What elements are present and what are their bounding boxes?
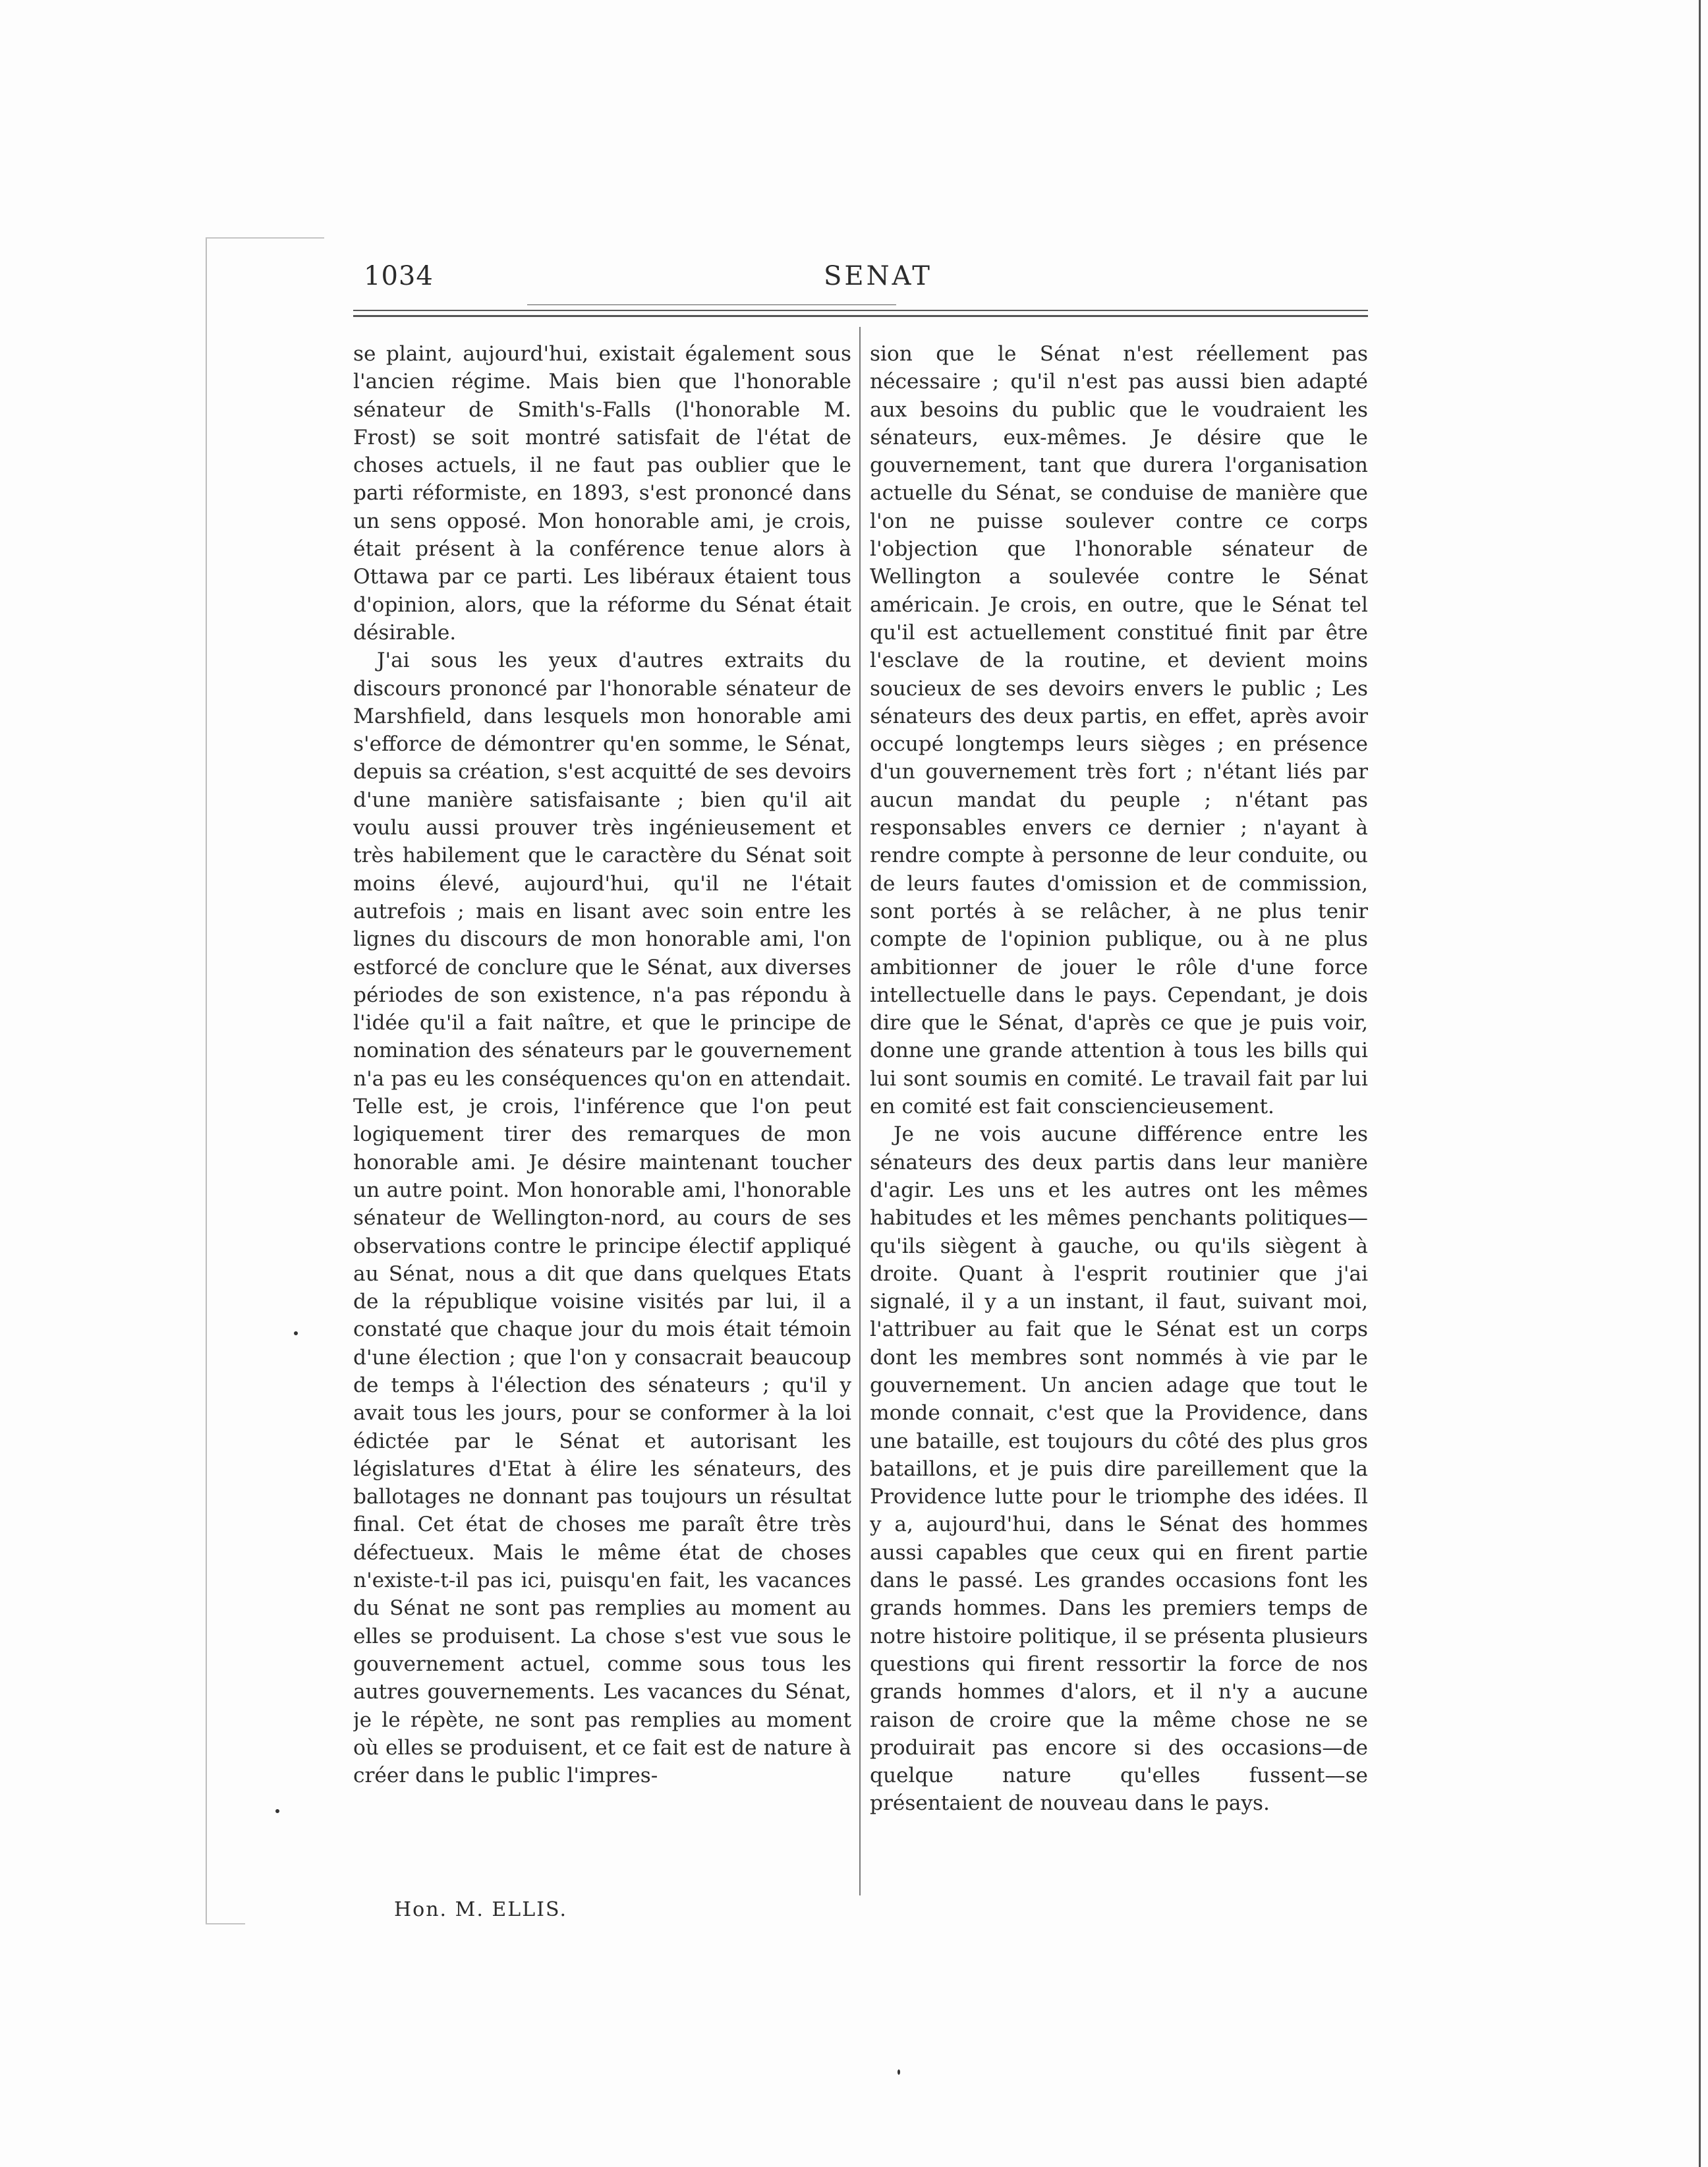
header-rule-bottom [353, 315, 1368, 317]
scan-speck [294, 1331, 298, 1335]
header-rule-top [353, 310, 1368, 311]
scan-frame-left [206, 237, 207, 1924]
scan-right-edge [1699, 0, 1701, 2167]
scan-speck [897, 2069, 900, 2075]
scan-frame-bottom [206, 1923, 245, 1924]
scan-frame-top [206, 237, 324, 239]
left-column [353, 340, 851, 1882]
scan-speck [275, 1809, 279, 1813]
page-number: 1034 [364, 261, 434, 291]
column-divider [859, 327, 861, 1895]
left-paragraph-1: se plaint, aujourd'hui, existait également sous l'ancien régime. Mais bien que l'honorable sénateur de Smith's-Falls (l'honorable M. Frost) se soit montré satisfait de l'état de choses actuels, il ne faut pas oublier que le parti réformiste, en 1893, s'est prononcé dans un sens opposé. Mon honorable ami, je crois, était présent à la conférence tenue alors à Ottawa par ce parti. Les libéraux étaient tous d'opinion, alors, que la réforme du Sénat était désirable. [353, 342, 851, 645]
speaker-footer: Hon. M. ELLIS. [394, 1898, 568, 1921]
right-paragraph-2: Je ne vois aucune différence entre les sénateurs des deux partis dans leur manière d'agir. Les uns et les autres ont les mêmes habitudes et les mêmes penchants politiques—qu'ils siègent à gauche, ou qu'ils siègent à droite. Quant à l'esprit routinier que j'ai signalé, il y a un instant, il faut, suivant moi, l'attribuer au fait que le Sénat est un corps dont les membres sont nommés à vie par le gouvernement. Un ancien adage que tout le monde connait, c'est que la Providence, dans une bataille, est toujours du côté des plus gros bataillons, et je puis dire pareillement que la Providence lutte pour le triomphe des idées. Il y a, aujourd'hui, dans le Sénat des hommes aussi capables que ceux qui en firent partie dans le passé. Les grandes occasions font les grands hommes. Dans les premiers temps de notre histoire politique, il se présenta plusieurs questions qui firent ressortir la force de nos grands hommes d'alors, et il n'y a aucune raison de croire que la même chose ne se produirait pas encore si des occasions—de quelque nature qu'elles fussent—se présentaient de nouveau dans le pays. [870, 1122, 1368, 1816]
right-column [870, 340, 1368, 1882]
running-head-title: SENAT [824, 261, 932, 291]
header-rule-thin [527, 304, 896, 305]
left-paragraph-2: J'ai sous les yeux d'autres extraits du discours prononcé par l'honorable sénateur de Marshfield, dans lesquels mon honorable ami s'efforce de démontrer qu'en somme, le Sénat, depuis sa création, s'est acquitté de ses devoirs d'une manière satisfaisante ; bien qu'il ait voulu aussi prouver très ingénieusement et très habilement que le caractère du Sénat soit moins élevé, aujourd'hui, qu'il ne l'était autrefois ; mais en lisant avec soin entre les lignes du discours de mon honorable ami, l'on estforcé de conclure que le Sénat, aux diverses périodes de son existence, n'a pas répondu à l'idée qu'il a fait naître, et que le principe de nomination des sénateurs par le gouvernement n'a pas eu les conséquences qu'on en attendait. Telle est, je crois, l'inférence que l'on peut logiquement tirer des remarques de mon honorable ami. Je désire maintenant toucher un autre point. Mon honorable ami, l'honorable sénateur de Wellington-nord, au cours de ses observations contre le principe électif appliqué au Sénat, nous a dit que dans quelques Etats de la république voisine visités par lui, il a constaté que chaque jour du mois était témoin d'une élection ; que l'on y consacrait beaucoup de temps à l'élection des sénateurs ; qu'il y avait tous les jours, pour se conformer à la loi édictée par le Sénat et autorisant les législatures d'Etat à élire les sénateurs, des ballotages ne donnant pas toujours un résultat final. Cet état de choses me paraît être très défectueux. Mais le même état de choses n'existe-t-il pas ici, puisqu'en fait, les vacances du Sénat ne sont pas remplies au moment au elles se produisent. La chose s'est vue sous le gouvernement actuel, comme sous tous les autres gouvernements. Les vacances du Sénat, je le répète, ne sont pas remplies au moment où elles se produisent, et ce fait est de nature à créer dans le public l'impres- [353, 649, 851, 1788]
right-paragraph-1: sion que le Sénat n'est réellement pas nécessaire ; qu'il n'est pas aussi bien adapté aux besoins du public que le voudraient les sénateurs, eux-mêmes. Je désire que le gouvernement, tant que durera l'organisation actuelle du Sénat, se conduise de manière que l'on ne puisse soulever contre ce corps l'objection que l'honorable sénateur de Wellington a soulevée contre le Sénat américain. Je crois, en outre, que le Sénat tel qu'il est actuellement constitué finit par être l'esclave de la routine, et devient moins soucieux de ses devoirs envers le public ; Les sénateurs des deux partis, en effet, après avoir occupé longtemps leurs sièges ; en présence d'un gouvernement très fort ; n'étant liés par aucun mandat du peuple ; n'étant pas responsables envers ce dernier ; n'ayant à rendre compte à personne de leur conduite, ou de leurs fautes d'omission et de commission, sont portés à se relâcher, à ne plus tenir compte de l'opinion publique, ou à ne plus ambitionner de jouer le rôle d'une force intellectuelle dans le pays. Cependant, je dois dire que le Sénat, d'après ce que je puis voir, donne une grande attention à tous les bills qui lui sont soumis en comité. Le travail fait par lui en comité est fait consciencieusement. [870, 342, 1368, 1119]
